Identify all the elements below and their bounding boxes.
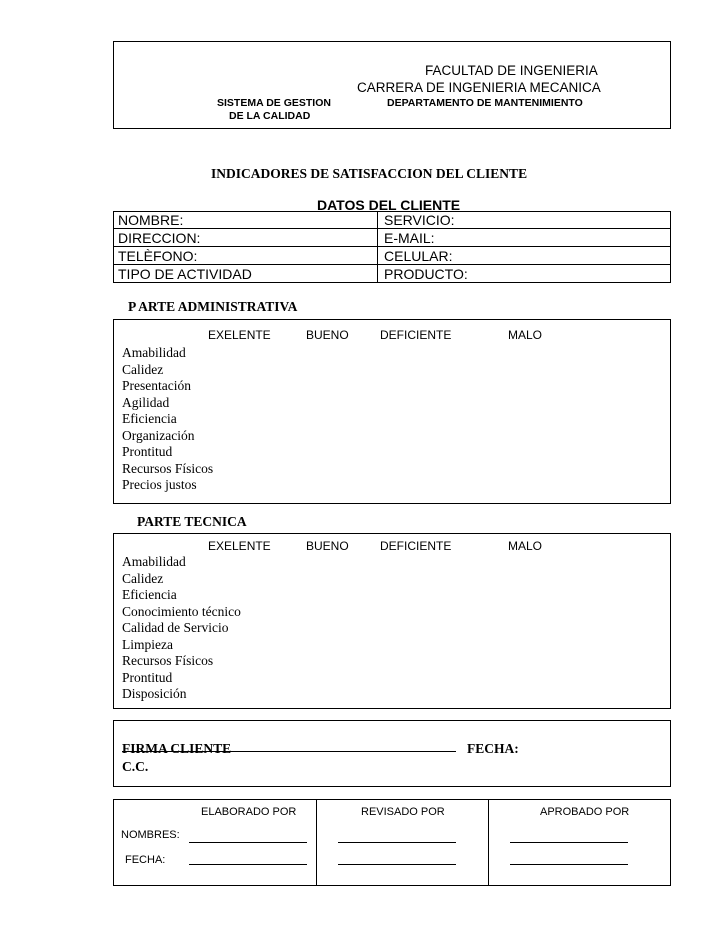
divider (377, 211, 378, 283)
signature-id-label: C.C. (122, 759, 149, 774)
signature-line[interactable] (122, 751, 456, 752)
admin-section-title: P ARTE ADMINISTRATIVA (128, 299, 298, 314)
tech-criterion: Conocimiento técnico (122, 603, 241, 619)
tech-criterion: Calidad de Servicio (122, 620, 229, 635)
client-field-name: NOMBRE: (118, 212, 184, 228)
tech-criterion: Disposición (122, 686, 187, 701)
signature-label: FIRMA CLIENTE (122, 741, 232, 756)
client-data-title: DATOS DEL CLIENTE (317, 197, 461, 213)
admin-criterion: Eficiencia (122, 411, 177, 426)
admin-criterion: Precios justos (122, 477, 197, 492)
approved-by-header: APROBADO POR (540, 806, 630, 818)
admin-criterion: Amabilidad (122, 345, 186, 360)
rating-good: BUENO (306, 328, 349, 342)
admin-criterion: Organización (122, 427, 195, 443)
approved-name-field[interactable] (510, 842, 628, 843)
reviewed-name-field[interactable] (338, 842, 456, 843)
divider (316, 799, 317, 886)
signature-date-label: FECHA: (467, 741, 519, 756)
rating-bad: MALO (508, 328, 543, 342)
divider (488, 799, 489, 886)
tech-criterion: Calidez (122, 570, 164, 586)
client-field-phone: TELÈFONO: (118, 248, 198, 264)
admin-criterion: Presentación (122, 378, 191, 393)
client-field-activity: TIPO DE ACTIVIDAD (118, 266, 252, 282)
elaborated-name-field[interactable] (189, 842, 307, 843)
admin-criterion: Prontitud (122, 444, 173, 459)
tech-criterion: Recursos Físicos (122, 653, 214, 668)
tech-criterion: Prontitud (122, 669, 173, 685)
divider (113, 228, 671, 229)
admin-criterion: Calidez (122, 361, 164, 377)
tech-section-title: PARTE TECNICA (137, 514, 247, 529)
elaborated-date-field[interactable] (189, 864, 307, 865)
names-label: NOMBRES: (121, 829, 180, 841)
reviewed-date-field[interactable] (338, 864, 456, 865)
client-field-service: SERVICIO: (384, 212, 455, 228)
tech-criterion: Limpieza (122, 636, 173, 652)
reviewed-by-header: REVISADO POR (361, 806, 445, 818)
department-label: DEPARTAMENTO DE MANTENIMIENTO (387, 97, 583, 109)
client-field-address: DIRECCION: (118, 230, 201, 246)
approved-date-field[interactable] (510, 864, 628, 865)
admin-criterion: Agilidad (122, 394, 170, 410)
client-field-email: E-MAIL: (384, 230, 435, 246)
client-field-mobile: CELULAR: (384, 248, 453, 264)
faculty-title: FACULTAD DE INGENIERIA (425, 63, 598, 78)
system-label-line1: SISTEMA DE GESTION (217, 97, 331, 109)
rating-bad: MALO (508, 539, 543, 553)
tech-criterion: Amabilidad (122, 554, 186, 569)
system-label-line2: DE LA CALIDAD (229, 110, 311, 122)
form-title: INDICADORES DE SATISFACCION DEL CLIENTE (211, 166, 528, 181)
rating-deficient: DEFICIENTE (380, 328, 452, 342)
rating-deficient: DEFICIENTE (380, 539, 452, 553)
date-label: FECHA: (125, 854, 166, 866)
client-field-product: PRODUCTO: (384, 266, 468, 282)
rating-good: BUENO (306, 539, 349, 553)
rating-excellent: EXELENTE (208, 328, 271, 342)
elaborated-by-header: ELABORADO POR (201, 806, 297, 818)
admin-criterion: Recursos Físicos (122, 460, 214, 476)
divider (113, 246, 671, 247)
career-title: CARRERA DE INGENIERIA MECANICA (357, 80, 601, 95)
divider (113, 264, 671, 265)
tech-criterion: Eficiencia (122, 587, 177, 602)
rating-excellent: EXELENTE (208, 539, 271, 553)
